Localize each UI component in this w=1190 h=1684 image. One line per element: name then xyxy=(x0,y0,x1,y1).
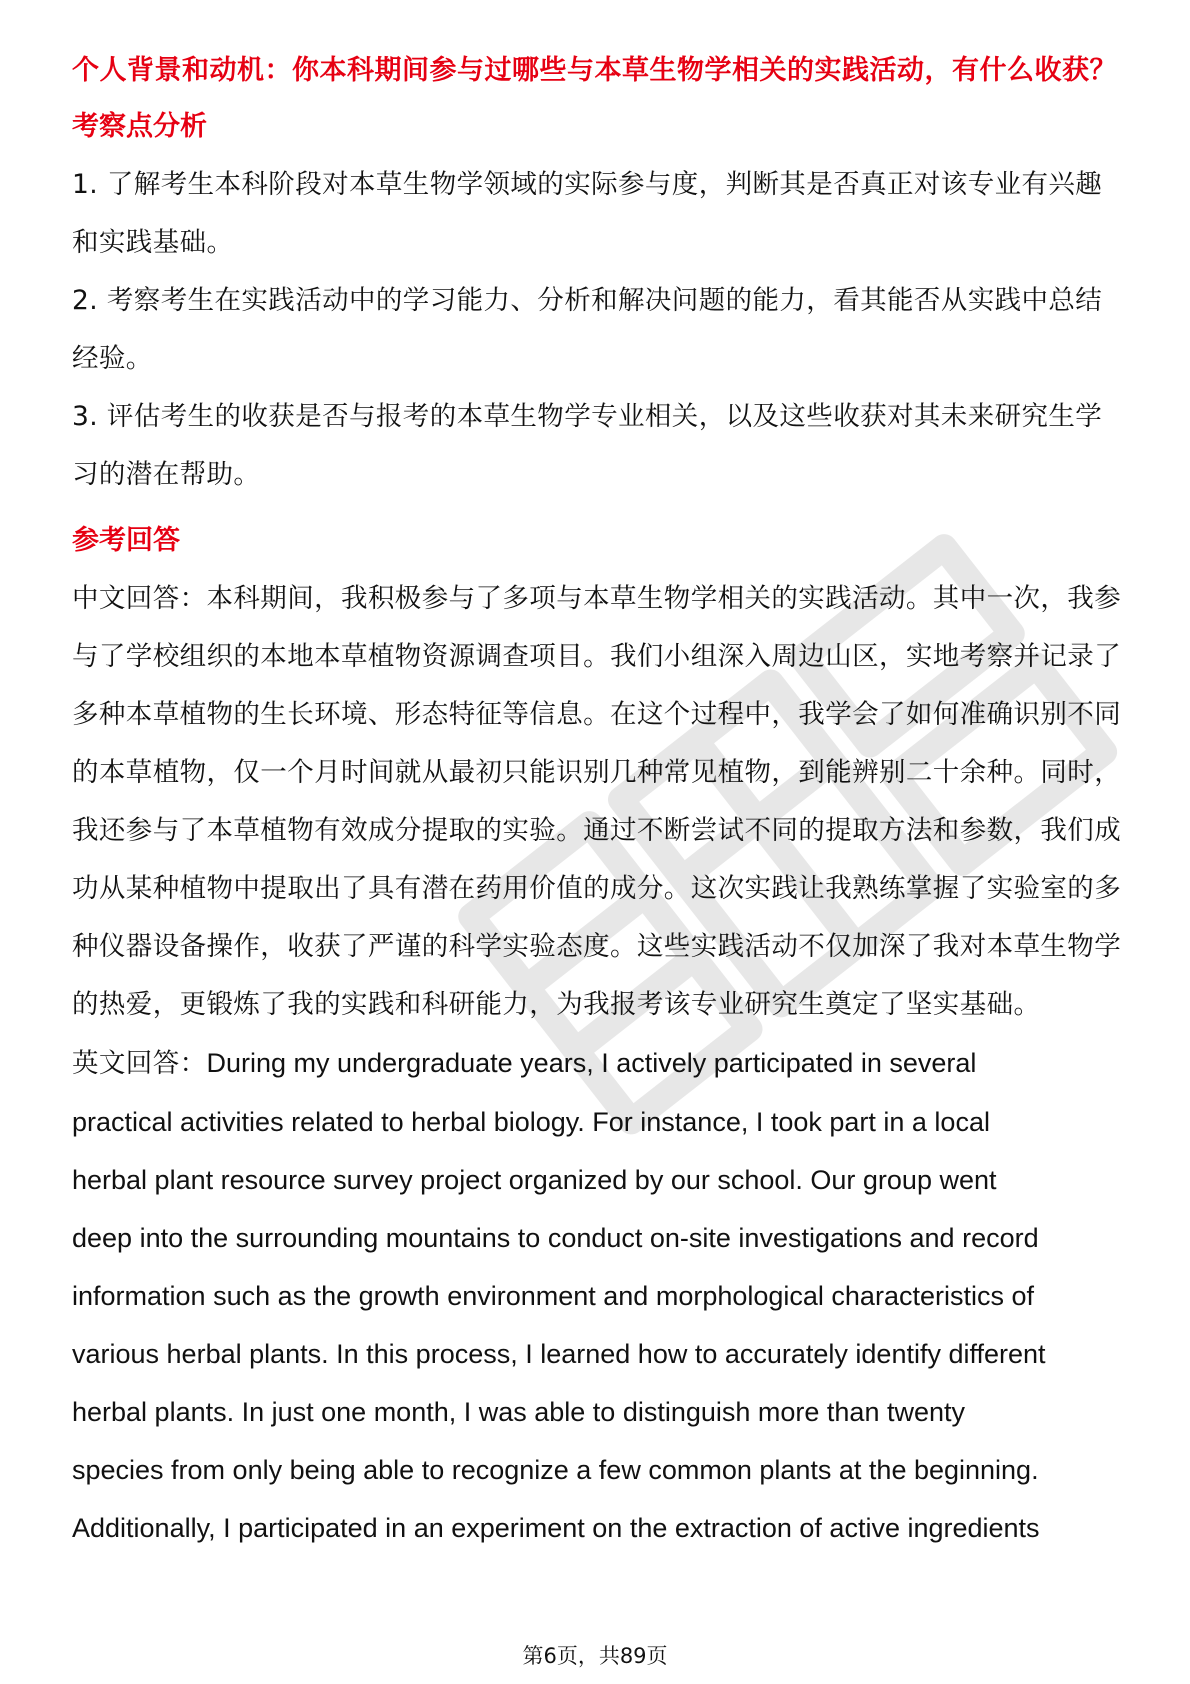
analysis-item-2: 2. 考察考生在实践活动中的学习能力、分析和解决问题的能力，看其能否从实践中总结经验。 xyxy=(72,285,1103,374)
page-number: 第6页，共89页 xyxy=(522,1644,668,1668)
analysis-heading: 考察点分析 xyxy=(72,111,207,142)
english-answer-line: herbal plant resource survey project organized by our school. Our group went xyxy=(72,1165,997,1195)
english-answer-line xyxy=(72,1034,1122,1093)
reference-answer xyxy=(72,522,1122,1557)
english-answer-line: practical activities related to herbal biology. For instance, I took part in a local xyxy=(72,1107,990,1137)
english-answer-line: various herbal plants. In this process, I learned how to accurately identify different xyxy=(72,1339,1046,1369)
english-answer-line: information such as the growth environment and morphological characteristics of xyxy=(72,1281,1034,1311)
english-answer-text: During my undergraduate years, I actively participated in several xyxy=(206,1048,977,1078)
question-title: 个人背景和动机：你本科期间参与过哪些与本草生物学相关的实践活动，有什么收获？ xyxy=(72,55,1117,86)
document-page xyxy=(72,52,1122,1557)
english-answer xyxy=(72,1034,1122,1557)
english-answer-line: species from only being able to recognize a few common plants at the beginning. xyxy=(72,1455,1039,1485)
english-answer-line: Additionally, I participated in an experiment on the extraction of active ingredients xyxy=(72,1513,1040,1543)
analysis-item-3: 3. 评估考生的收获是否与报考的本草生物学专业相关，以及这些收获对其未来研究生学习的潜在帮助。 xyxy=(72,401,1103,490)
english-answer-line: deep into the surrounding mountains to conduct on-site investigations and record xyxy=(72,1223,1039,1253)
english-answer-label: 英文回答： xyxy=(72,1048,207,1079)
analysis-item-1: 1. 了解考生本科阶段对本草生物学领域的实际参与度，判断其是否真正对该专业有兴趣和实践基础。 xyxy=(72,169,1103,258)
reference-heading: 参考回答 xyxy=(72,525,180,556)
english-answer-line: herbal plants. In just one month, I was able to distinguish more than twenty xyxy=(72,1397,966,1427)
chinese-answer: 中文回答：本科期间，我积极参与了多项与本草生物学相关的实践活动。其中一次，我参与了学校组织的本地本草植物资源调查项目。我们小组深入周边山区，实地考察并记录了多种本草植物的生长环境、形态特征等信息。在这个过程中，我学会了如何准确识别不同的本草植物，仅一个月时间就从最初只能识别几种常见植物，到能辨别二十余种。同时，我还参与了本草植物有效成分提取的实验。通过不断尝试不同的提取方法和参数，我们成功从某种植物中提取出了具有潜在药用价值的成分。这次实践让我熟练掌握了实验室的多种仪器设备操作，收获了严谨的科学实验态度。这些实践活动不仅加深了我对本草生物学的热爱，更锻炼了我的实践和科研能力，为我报考该专业研究生奠定了坚实基础。 xyxy=(72,583,1122,1020)
